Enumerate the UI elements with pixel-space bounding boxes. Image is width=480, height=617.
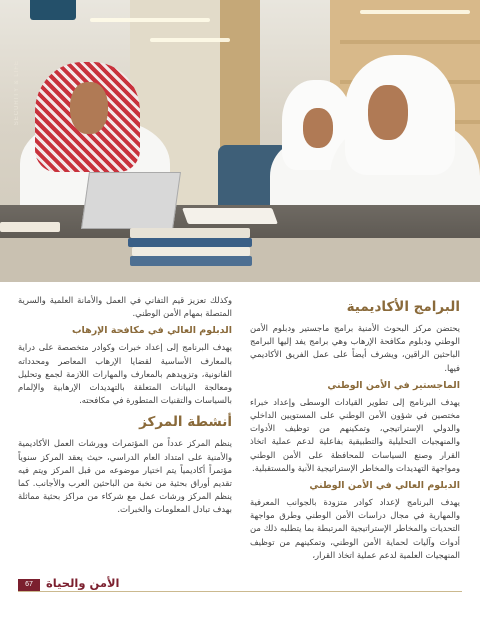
book [132,247,250,256]
magazine-title: الأمن والحياة [46,576,120,590]
photo-caption-tab [30,0,76,20]
book [130,256,252,266]
section-title: الدبلوم العالي في الأمن الوطني [309,480,460,492]
shelf [340,40,480,44]
section-title: الدبلوم العالي في مكافحة الإرهاب [72,325,232,337]
section-title: الماجستير في الأمن الوطني [327,379,460,391]
section-text: يهدف البرنامج إلى إعداد خبرات وكوادر متخصصة على دراية بالمعارف الأساسية لقضايا الإرهاب المعاصر ومحدداته القانونية، وتزويدهم بالمعارف والمهارات اللازمة لجمع وتحليل ومعالجة البيانات المتعلقة بالتهديدات الإرهابية والإلمام بالسياسات والتقنيات المتطورة في مكافحته. [18,342,232,406]
left-column [18,294,232,520]
book [130,228,250,238]
book [128,238,252,247]
right-column [250,298,460,565]
academic-programs-heading: البرامج الأكاديمية [346,299,460,315]
academic-programs-intro: يحتضن مركز البحوث الأمنية برامج ماجستير ودبلوم الأمن الوطني ودبلوم مكافحة الإرهاب وهي برامج يفد إليها البرامج الباحثين الراقين، ويشرف أيضاً على عمل الفريق الأكاديمي فيها. [250,323,460,373]
ceiling-light [360,10,470,14]
person-face [303,108,333,148]
continuation-text: وكذلك تعزيز قيم التفاني في العمل والأمانة العلمية والسرية المتصلة بمهام الأمن الوطني. [18,295,232,319]
person-face [70,82,108,134]
footer-divider [18,591,462,592]
activities-text: ينظم المركز عدداً من المؤتمرات وورشات العمل الأكاديمية والأمنية على امتداد العام الدراسي، حيث يعقد المركز سنوياً مؤتمراً أكاديمياً يتم اختيار موضوعه من قبل المركز ويتم فيه تقديم أوراق بحثية من نخبة من الباحثين العرب والأجانب. كما ينظم المركز ورشات عمل مع شركاء من مراكز بحثية مماثلة بهدف تبادل المعلومات والخبرات. [18,438,232,515]
page-number: 67 [18,579,40,591]
header-photo [0,0,480,282]
person-face [368,85,408,140]
laptop [81,172,181,229]
section-text: يهدف البرنامج إلى تطوير القيادات الوسطى وإعداد خبراء مختصين في شؤون الأمن الوطني على المستويين الداخلي والدولي الإستراتيجي، وتمكينهم من توظيف الأدوات والمنهجيات التحليلية والتطبيقية بفاعلية لدعم عملية اتخاذ القرار وصنع السياسات للمحافظة على الأمن الوطني ومواجهة التهديدات والمخاطر الإستراتيجية الآنية والمستقبلية. [250,396,460,473]
ceiling-light [150,38,230,42]
center-activities-heading: أنشطة المركز [139,414,232,431]
papers [0,222,60,232]
section-text: يهدف البرنامج لإعداد كوادر متزودة بالجوانب المعرفية والمهارية في مجال دراسات الأمن الوطني وطرق مواجهة التحديات والمخاطر الإستراتيجية المرتبطة بما يتطلبه ذلك من أدوات وآليات لحماية الأمن الوطني، وتمكينهم من توظيف المنهجيات العلمية لدعم عملية اتخاذ القرار، [250,497,460,560]
open-book [182,208,278,224]
photo-side-caption: SECURITY & LIFE [14,60,20,126]
ceiling-light [90,18,210,22]
